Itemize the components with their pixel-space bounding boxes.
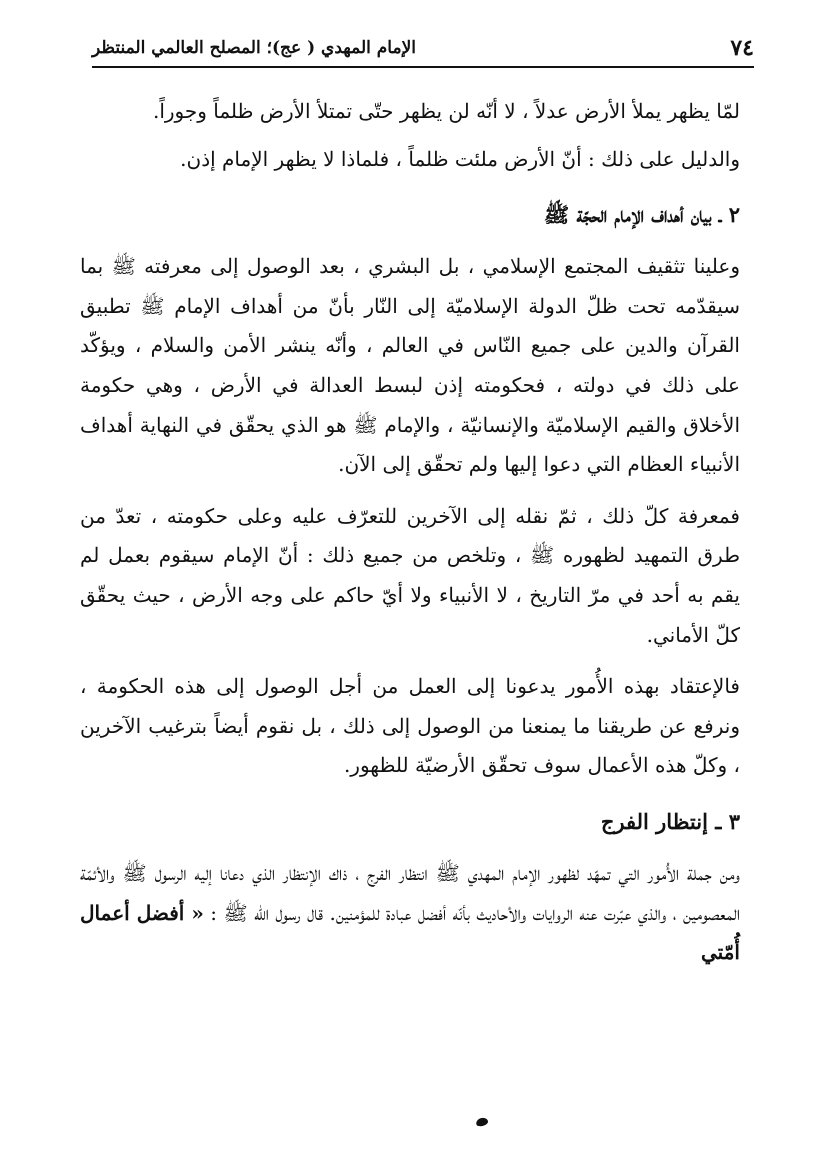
paragraph: والدليل على ذلك : أنّ الأرض ملئت ظلماً ، فلماذا لا يظهر الإمام إذن. [180, 146, 740, 171]
running-header [92, 30, 754, 66]
section-heading-goals: ٢ ـ بيان أهداف الإمام الحجّة ﷺ [543, 202, 740, 228]
body-text [80, 92, 740, 985]
hadith-quote-start: « أفضل أعمال أُمّتي [80, 900, 740, 965]
paragraph: فالإعتقاد بهذه الأُمور يدعونا إلى العمل من أجل الوصول إلى هذه الحكومة ، ونرفع عن طريقنا ما يمنعنا من الوصول إلى ذلك ، بل نقوم أيضاً بترغيب الآخرين ، وكلّ هذه الأعمال سوف تحقّق الأرضيّة للظهور. [80, 674, 740, 778]
paragraph [80, 854, 740, 973]
ink-mark [475, 1117, 489, 1128]
paragraph: لمّا يظهر يملأ الأرض عدلاً ، لا أنّه لن يظهر حتّى تمتلأ الأرض ظلماً وجوراً. [152, 99, 740, 123]
running-title: الإمام المهدي ( عج)؛ المصلح العالمي المنتظر [92, 38, 416, 58]
paragraph-text: ومن جملة الأُمور التي تمهّد لظهور الإمام المهدي ﷺ انتظار الفرج ، ذاك الإنتظار الذي دعانا إليه الرسول ﷺ والأئمّة المعصومين ، والذي عبّرت عنه الروايات والأحاديث بأنّه أفضل عبادة للمؤمنين. قال رسول الله ﷺ : [80, 860, 741, 925]
header-divider [92, 66, 754, 68]
paragraph: وعلينا تثقيف المجتمع الإسلامي ، بل البشري ، بعد الوصول إلى معرفته ﷺ بما سيقدّمه تحت ظلّ الدولة الإسلاميّة إلى النّار بأنّ من أهداف الإمام ﷺ تطبيق القرآن والدين على جميع النّاس في العالم ، وأنّه ينشر الأمن والسلام ، ويؤكّد على ذلك في دولته ، فحكومته إذن لبسط العدالة في الأرض ، وهي حكومة الأخلاق والقيم الإسلاميّة والإنسانيّة ، والإمام ﷺ هو الذي يحقّق في النهاية أهداف الأنبياء العظام التي دعوا إليها ولم تحقّق إلى الآن. [80, 254, 740, 477]
section-heading-awaiting: ٣ ـ إنتظار الفرج [600, 808, 740, 834]
page-number: ٧٤ [730, 35, 754, 61]
paragraph: فمعرفة كلّ ذلك ، ثمّ نقله إلى الآخرين للتعرّف عليه وعلى حكومته ، تعدّ من طرق التمهيد لظهوره ﷺ ، وتلخص من جميع ذلك : أنّ الإمام سيقوم بعمل لم يقم به أحد في مرّ التاريخ ، لا الأنبياء ولا أيّ حاكم على وجه الأرض ، حيث يحقّق كلّ الأماني. [80, 503, 740, 647]
